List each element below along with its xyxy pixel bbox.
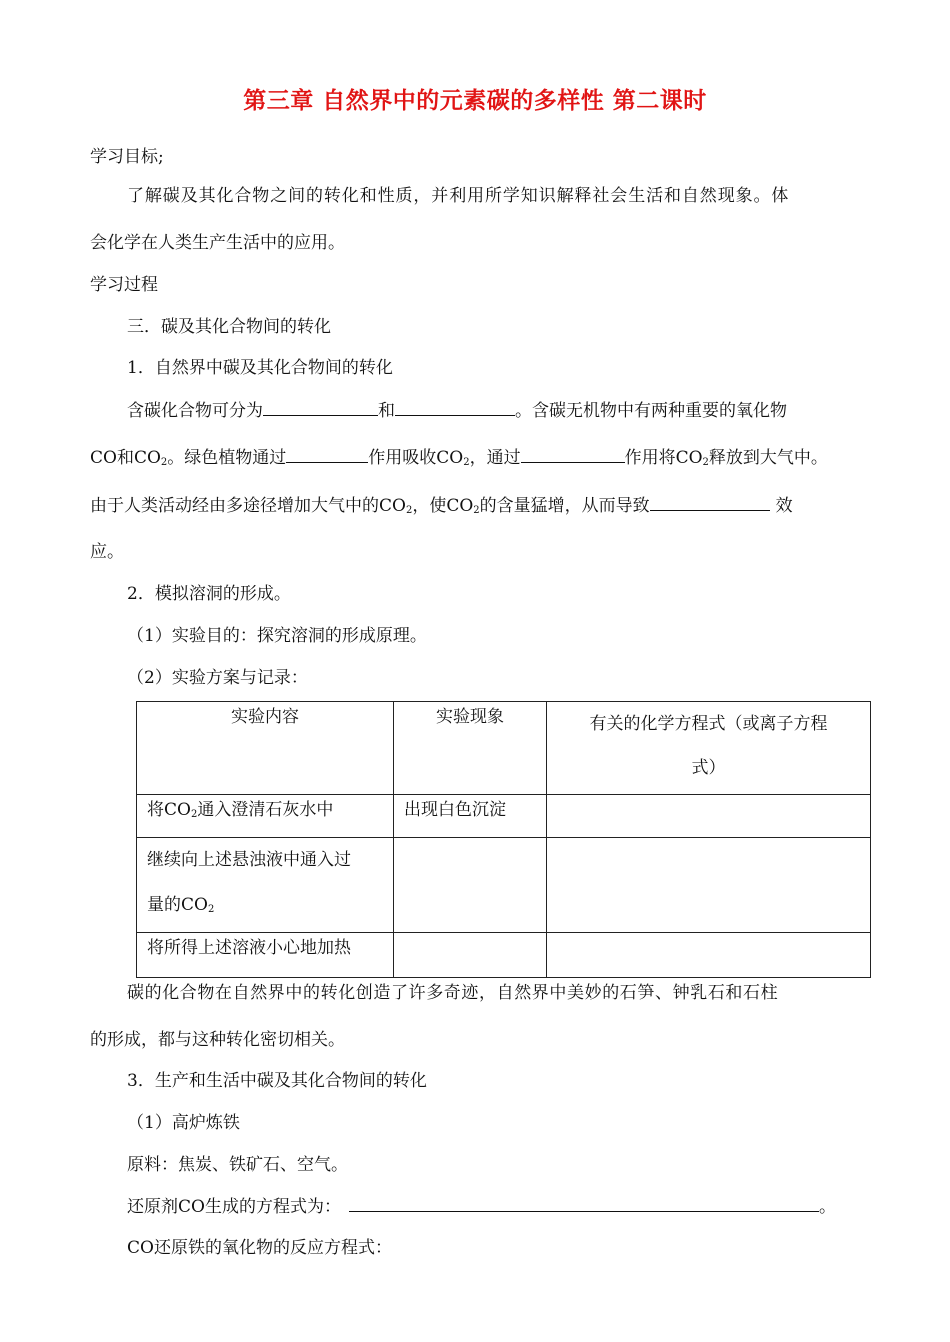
subscript: 2 — [160, 457, 168, 468]
p1-text-a: 含碳化合物可分为 — [127, 401, 263, 421]
header-equation — [547, 702, 871, 795]
subscript: 2 — [207, 904, 215, 915]
row1-phenomenon: 出现白色沉淀 — [394, 795, 547, 838]
paragraph-5-line1: 碳的化合物在自然界中的转化创造了许多奇迹，自然界中美妙的石笋、钟乳石和石柱 — [127, 983, 779, 1003]
row1-content-b: 通入澄清石灰水中 — [197, 800, 334, 820]
subscript: 2 — [190, 809, 198, 820]
row3-content: 将所得上述溶液小心地加热 — [137, 933, 394, 978]
sub2-item-2: （2）实验方案与记录： — [127, 668, 308, 688]
header-phenomenon: 实验现象 — [394, 702, 547, 795]
paragraph-1 — [127, 399, 787, 422]
row2-content — [137, 838, 394, 933]
row3-phenomenon-cell[interactable] — [394, 933, 547, 978]
p1-text-b: 和 — [378, 401, 395, 421]
sub2-item-1: （1）实验目的：探究溶洞的形成原理。 — [127, 626, 427, 646]
process-heading: 学习过程 — [90, 275, 158, 295]
sub1-heading: 1．自然界中碳及其化合物间的转化 — [127, 358, 393, 378]
sub2-heading: 2．模拟溶洞的形成。 — [127, 584, 291, 604]
subscript: 2 — [463, 457, 470, 468]
header-equation-line2: 式） — [691, 758, 726, 778]
row2-equation-cell[interactable] — [547, 838, 871, 933]
row2-phenomenon-cell[interactable] — [394, 838, 547, 933]
fill-blank-5[interactable] — [650, 494, 770, 511]
row3-equation-cell[interactable] — [547, 933, 871, 978]
fill-blank-6[interactable] — [349, 1195, 819, 1212]
paragraph-4: 应。 — [90, 542, 124, 562]
table-row — [137, 838, 871, 933]
p3-text-a: 由于人类活动经由多途径增加大气中的CO — [90, 496, 406, 516]
p3-text-c: 的含量猛增，从而导致 — [479, 496, 650, 516]
reductant-label: 还原剂CO生成的方程式为： — [127, 1197, 341, 1217]
p2-text-c: 作用吸收CO — [368, 448, 464, 468]
reductant-end: 。 — [818, 1197, 836, 1217]
paragraph-3 — [90, 494, 793, 522]
paragraph-2 — [90, 446, 828, 474]
subscript: 2 — [405, 505, 413, 516]
co-reduction-line: CO还原铁的氧化物的反应方程式： — [127, 1238, 392, 1258]
header-content: 实验内容 — [137, 702, 394, 795]
p3-text-d: 效 — [775, 496, 793, 516]
objectives-text-line2: 会化学在人类生产生活中的应用。 — [90, 233, 345, 253]
row2-content-line2-text: 量的CO — [147, 895, 208, 915]
row1-content — [137, 795, 394, 838]
row2-content-line1: 继续向上述悬浊液中通入过 — [147, 850, 351, 870]
subscript: 2 — [702, 457, 709, 468]
p2-text-f: 释放到大气中。 — [708, 448, 828, 468]
sub3-item-1: （1）高炉炼铁 — [127, 1113, 240, 1133]
row1-content-a: 将CO — [147, 800, 191, 820]
row2-content-line2 — [147, 883, 383, 932]
fill-blank-3[interactable] — [286, 446, 368, 463]
table-row — [137, 933, 871, 978]
paragraph-5-line2: 的形成，都与这种转化密切相关。 — [90, 1030, 345, 1050]
experiment-table — [136, 701, 871, 978]
p3-text-b: ，使CO — [412, 496, 474, 516]
table-header-row — [137, 702, 871, 795]
header-equation-line1: 有关的化学方程式（或离子方程 — [589, 714, 828, 734]
objectives-text-line1: 了解碳及其化合物之间的转化和性质，并利用所学知识解释社会生活和自然现象。体 — [127, 186, 790, 206]
sub3-heading: 3．生产和生活中碳及其化合物间的转化 — [127, 1071, 427, 1091]
objectives-heading: 学习目标; — [90, 147, 164, 167]
subscript: 2 — [473, 505, 480, 516]
table-row — [137, 795, 871, 838]
p2-text-d: ，通过 — [469, 448, 521, 468]
section3-heading: 三．碳及其化合物间的转化 — [127, 317, 331, 337]
fill-blank-4[interactable] — [521, 446, 625, 463]
p2-text-e: 作用将CO — [624, 448, 703, 468]
row1-equation-cell[interactable] — [547, 795, 871, 838]
p1-text-c: 。含碳无机物中有两种重要的氧化物 — [515, 401, 787, 421]
fill-blank-1[interactable] — [263, 399, 378, 416]
reductant-line — [127, 1195, 836, 1218]
fill-blank-2[interactable] — [395, 399, 515, 416]
page-title: 第三章 自然界中的元素碳的多样性 第二课时 — [243, 87, 707, 114]
materials-line: 原料：焦炭、铁矿石、空气。 — [127, 1155, 348, 1175]
p2-text-b: 。绿色植物通过 — [167, 448, 287, 468]
p2-text-a: CO和CO — [90, 448, 161, 468]
